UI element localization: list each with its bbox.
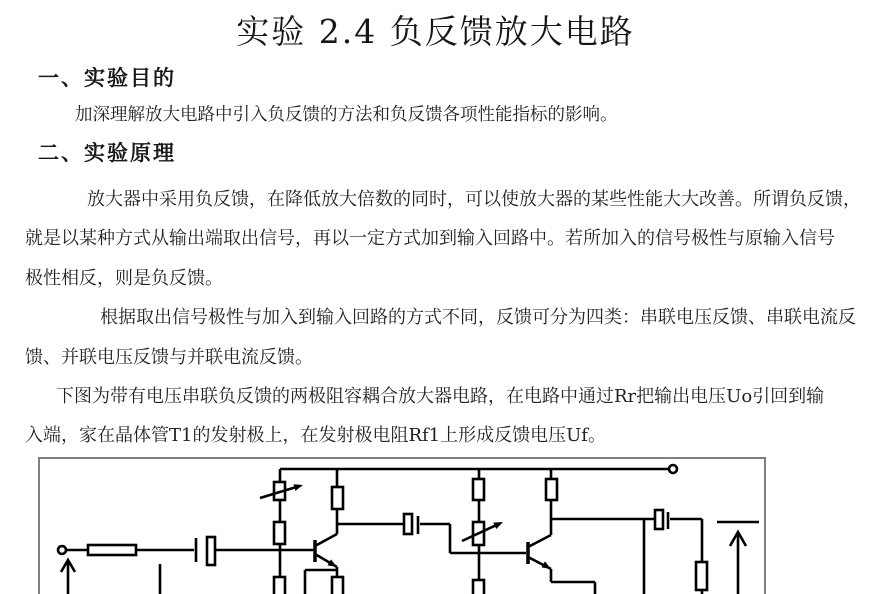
principle-line: 极性相反，则是负反馈。 <box>25 267 223 289</box>
input-source <box>58 545 194 594</box>
output-capacitor-icon <box>655 510 663 529</box>
principle-text <box>25 180 861 456</box>
transistor-t1-icon <box>305 469 343 594</box>
principle-line: 放大器中采用负反馈，在降低放大倍数的同时，可以使放大器的某些性能大大改善。所谓负反馈， <box>87 189 861 210</box>
heading-purpose: 一、实验目的 <box>38 65 176 90</box>
circuit-diagram-svg <box>40 459 764 594</box>
principle-line: 下图为带有电压串联负反馈的两极阻容耦合放大器电路，在电路中通过Rr把输出电压Uo引回到输 <box>56 386 825 408</box>
stage2-bias-chain <box>462 469 503 594</box>
circuit-figure <box>38 457 766 594</box>
coupling-capacitor-2 <box>337 514 479 553</box>
principle-line: 就是以某种方式从输出端取出信号，再以一定方式加到输入回路中。若所加入的信号极性与原输入信号 <box>25 228 835 250</box>
principle-line: 入端，家在晶体管T1的发射极上，在发射极电阻Rf1上形成反馈电压Uf。 <box>25 425 606 447</box>
load-resistor-icon <box>696 562 707 590</box>
coupling-capacitor-1 <box>196 537 315 565</box>
transistor-t2-icon <box>479 469 595 594</box>
purpose-text: 加深理解放大电路中引入负反馈的方法和负反馈各项性能指标的影响。 <box>75 105 618 125</box>
page-title: 实验 2.4 负反馈放大电路 <box>236 12 635 51</box>
stage1-bias-chain <box>260 469 303 594</box>
principle-line: 根据取出信号极性与加入到输入回路的方式不同，反馈可分为四类：串联电压反馈、串联电流反 <box>100 307 856 329</box>
principle-line: 馈、并联电压反馈与并联电流反馈。 <box>25 346 313 368</box>
heading-principle: 二、实验原理 <box>38 140 176 165</box>
